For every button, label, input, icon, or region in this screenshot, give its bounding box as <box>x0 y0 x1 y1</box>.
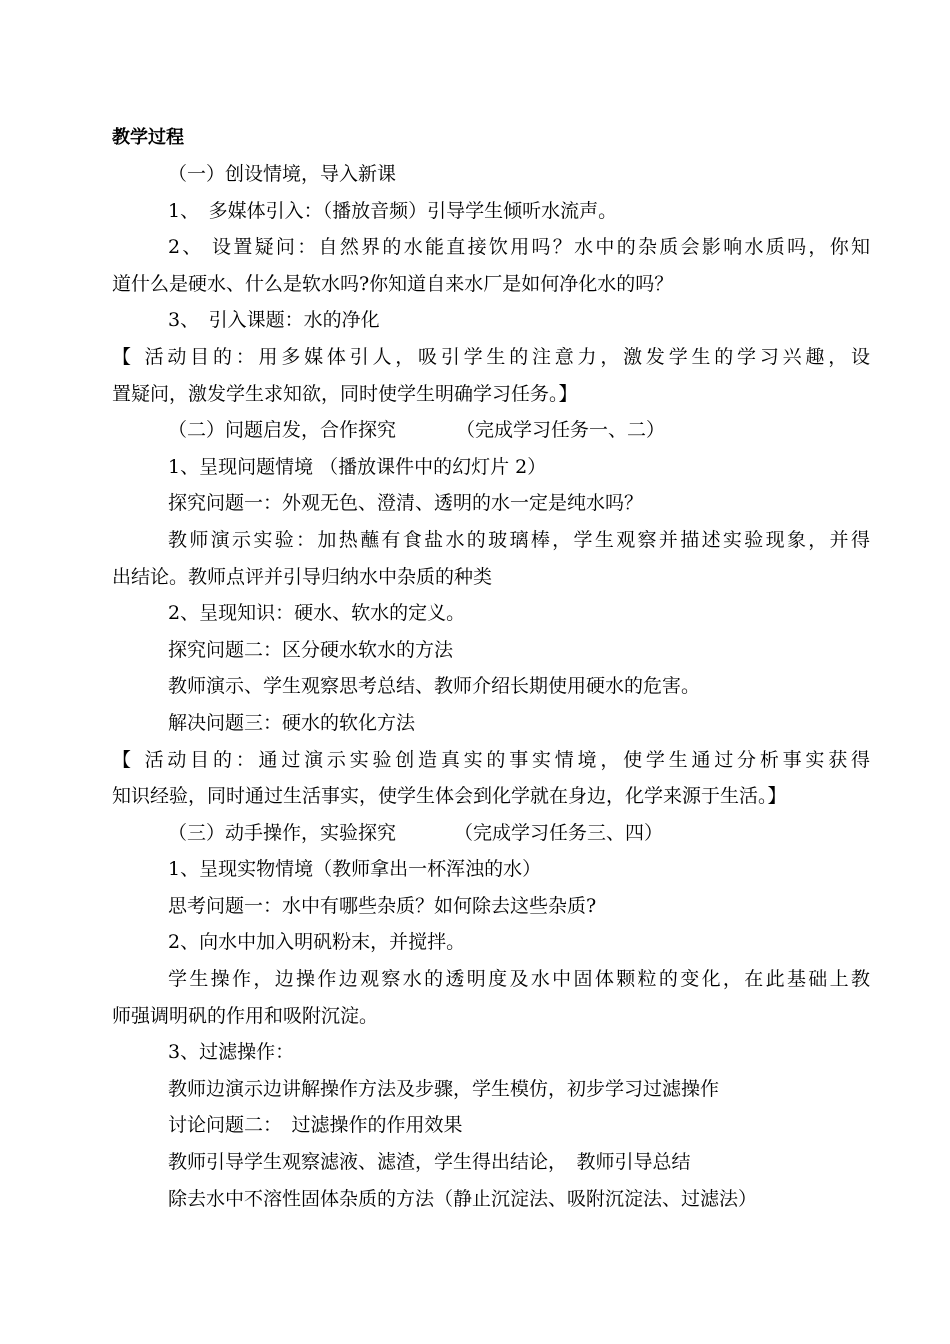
section-2-goal-line-1: 【 活动目的：通过演示实验创造真实的事实情境，使学生通过分析事实获得 <box>112 748 870 771</box>
section-2-title: （二）问题启发，合作探究 <box>168 419 397 442</box>
section-2-question-2: 探究问题二：区分硬水软水的方法 <box>168 638 454 661</box>
section-3-title-row <box>112 815 870 852</box>
section-3-item-2: 2、向水中加入明矾粉末，并搅拌。 <box>168 931 466 954</box>
section-3-item-1: 1、呈现实物情境（教师拿出一杯浑浊的水） <box>168 858 542 881</box>
section-1-item-3: 3、 引入课题：水的净化 <box>168 309 380 332</box>
section-2-question-3: 解决问题三：硬水的软化方法 <box>168 711 416 734</box>
section-1-goal-line-1: 【 活动目的：用多媒体引人，吸引学生的注意力，激发学生的学习兴趣，设 <box>112 345 870 368</box>
section-1-item-1: 1、 多媒体引入：（播放音频）引导学生倾听水流声。 <box>168 199 618 222</box>
section-2-demo-line-2: 出结论。教师点评并引导归纳水中杂质的种类 <box>112 565 493 588</box>
section-3-title: （三）动手操作，实验探究 <box>168 821 397 844</box>
section-1-goal-line-2: 置疑问，激发学生求知欲，同时使学生明确学习任务。】 <box>112 382 578 405</box>
section-1-item-2-line-1: 2、 设置疑问：自然界的水能直接饮用吗？水中的杂质会影响水质吗，你知 <box>168 236 870 259</box>
section-2-demo-2: 教师演示、学生观察思考总结、教师介绍长期使用硬水的危害。 <box>168 675 701 698</box>
section-2-item-1: 1、呈现问题情境 （播放课件中的幻灯片 2） <box>168 455 547 478</box>
section-3-summary: 除去水中不溶性固体杂质的方法（静止沉淀法、吸附沉淀法、过滤法） <box>168 1187 758 1210</box>
document-page <box>112 120 870 1217</box>
section-3-question-1: 思考问题一：水中有哪些杂质？如何除去这些杂质? <box>168 894 597 917</box>
section-3-operation-line-2: 师强调明矾的作用和吸附沉淀。 <box>112 1004 379 1027</box>
section-2-item-2: 2、呈现知识：硬水、软水的定义。 <box>168 602 466 625</box>
section-2-goal-line-2: 知识经验，同时通过生活事实，使学生体会到化学就在身边，化学来源于生活。】 <box>112 785 787 808</box>
section-3-task: （完成学习任务三、四） <box>454 821 664 844</box>
section-1-item-2-line-2: 道什么是硬水、什么是软水吗?你知道自来水厂是如何净化水的吗？ <box>112 272 674 295</box>
section-2-title-row <box>112 412 870 449</box>
section-2-question-1: 探究问题一：外观无色、澄清、透明的水一定是纯水吗？ <box>168 492 644 515</box>
section-2-task: （完成学习任务一、二） <box>456 419 666 442</box>
section-3-demo: 教师边演示边讲解操作方法及步骤，学生模仿，初步学习过滤操作 <box>168 1077 720 1100</box>
section-2-demo-line-1: 教师演示实验：加热蘸有食盐水的玻璃棒，学生观察并描述实验现象，并得 <box>168 528 870 551</box>
section-3-guide: 教师引导学生观察滤液、滤渣，学生得出结论， 教师引导总结 <box>168 1151 691 1174</box>
section-heading: 教学过程 <box>112 127 184 148</box>
section-3-question-2: 讨论问题二： 过滤操作的作用效果 <box>168 1114 463 1137</box>
section-3-operation-line-1: 学生操作，边操作边观察水的透明度及水中固体颗粒的变化，在此基础上教 <box>168 968 870 991</box>
section-1-title: （一）创设情境，导入新课 <box>168 163 397 185</box>
section-3-item-3: 3、过滤操作： <box>168 1041 295 1064</box>
